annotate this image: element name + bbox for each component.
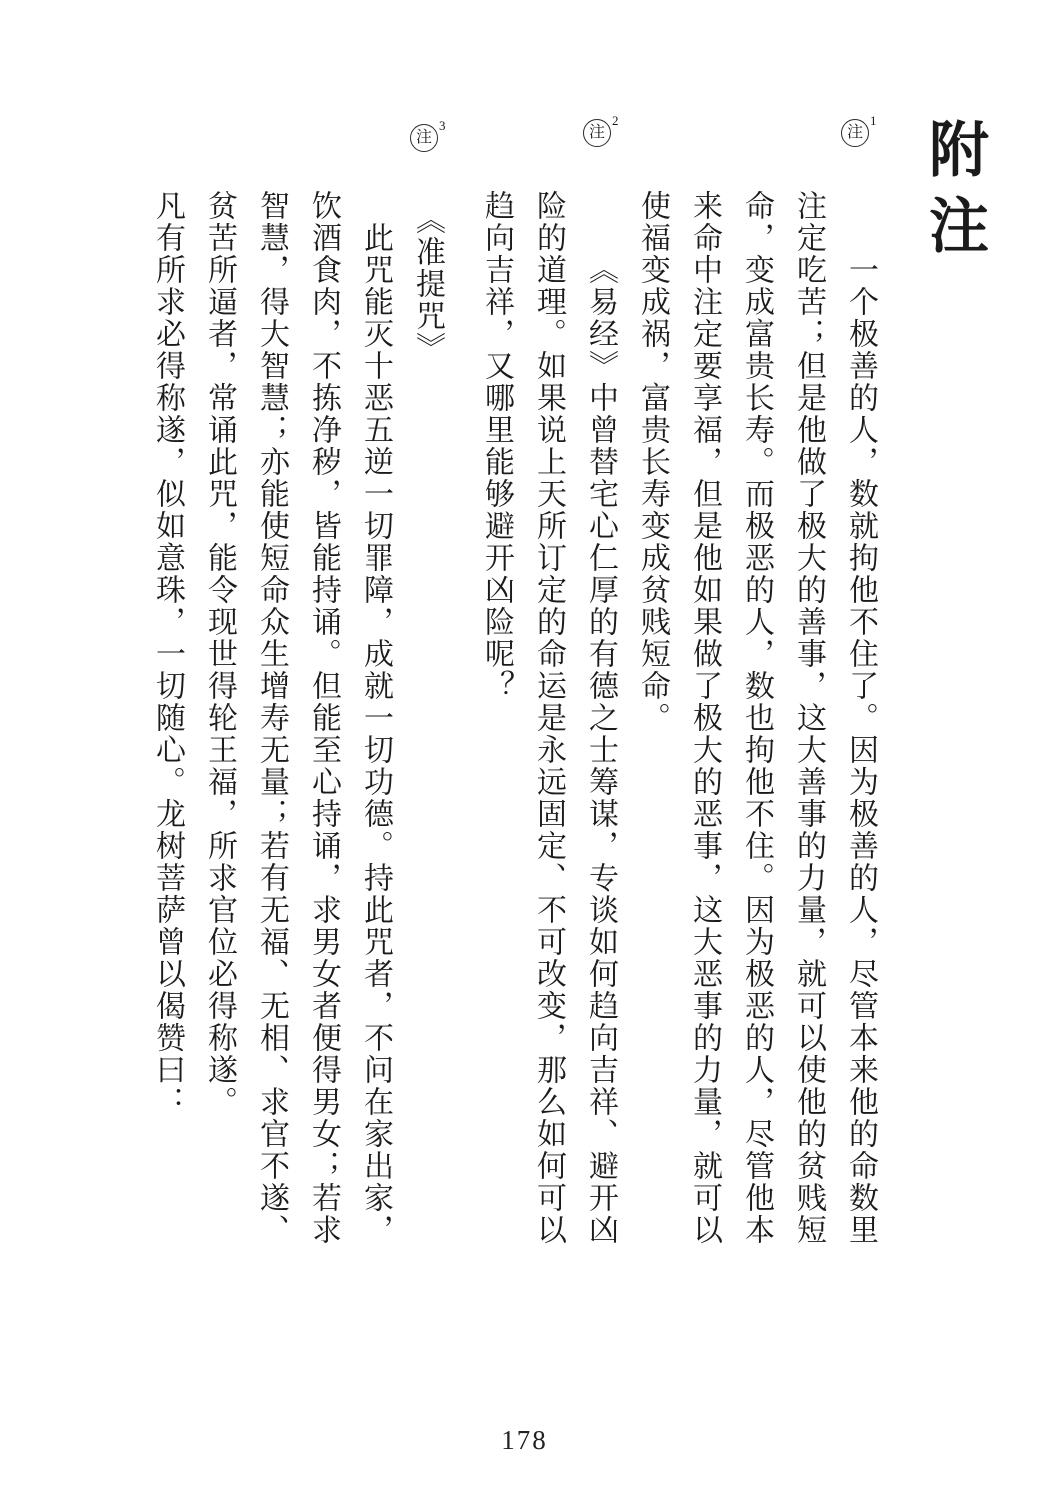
note-2-body — [468, 190, 626, 1256]
note-3-marker-char: 注 — [415, 129, 432, 146]
text-column: 《易经》中曾替宅心仁厚的有德之士筹谋，专谈如何趋向吉祥、避开凶 — [584, 254, 617, 1246]
note-2-marker — [583, 113, 619, 147]
text-column: 贫苦所逼者，常诵此咒，能令现世得轮王福，所求官位必得称遂。 — [203, 190, 236, 1118]
text-column: 此咒能灭十恶五逆一切罪障，成就一切功德。持此咒者，不问在家出家， — [359, 222, 392, 1246]
text-column: 使福变成祸，富贵长寿变成贫贱短命。 — [636, 190, 669, 734]
page-number: 178 — [501, 1425, 548, 1455]
note-2-marker-circle — [583, 119, 611, 147]
text-column: 一个极善的人，数就拘他不住了。因为极善的人，尽管本来他的命数里 — [844, 254, 877, 1246]
note-1-marker-char: 注 — [846, 124, 863, 141]
note-1-marker-circle — [841, 119, 869, 147]
text-column: 命，变成富贵长寿。而极恶的人，数也拘他不住。因为极恶的人，尽管他本 — [740, 190, 773, 1246]
note-1-marker-number: 1 — [870, 113, 877, 128]
note-3-marker-circle — [410, 124, 438, 152]
closing-text-column: 凡有所求必得称遂，似如意珠，一切随心。龙树菩萨曾以偈赞曰： — [151, 190, 184, 1118]
text-column: 趋向吉祥，又哪里能够避开凶险呢？ — [480, 190, 513, 702]
note-1-marker — [841, 113, 877, 147]
text-column: 智慧，得大智慧；亦能使短命众生增寿无量；若有无福、无相、求官不遂、 — [255, 190, 288, 1246]
page-title: 附注 — [921, 118, 987, 270]
note-3-heading: 《准提咒》 — [411, 204, 444, 364]
text-column: 来命中注定要享福，但是他如果做了极大的恶事，这大恶事的力量，就可以 — [688, 190, 721, 1246]
text-column: 险的道理。如果说上天所订定的命运是永远固定、不可改变，那么如何可以 — [532, 190, 565, 1246]
note-1-body — [624, 190, 886, 1256]
note-3-marker — [410, 118, 446, 152]
text-column: 注定吃苦；但是他做了极大的善事，这大善事的力量，就可以使他的贫贱短 — [792, 190, 825, 1246]
note-2-marker-number: 2 — [612, 113, 619, 128]
text-column: 饮酒食肉，不拣净秽，皆能持诵。但能至心持诵，求男女者便得男女；若求 — [307, 190, 340, 1246]
note-2-marker-char: 注 — [588, 124, 605, 141]
note-3-marker-number: 3 — [439, 118, 446, 133]
note-3-body — [137, 190, 453, 1256]
